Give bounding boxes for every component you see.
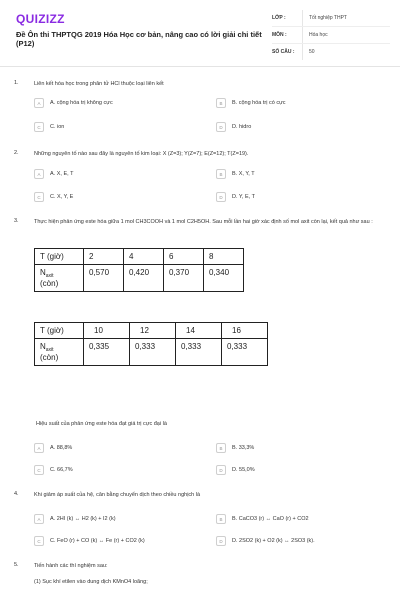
option-key-box: A xyxy=(34,514,44,524)
option-text: A. 88,8% xyxy=(50,445,73,451)
option-d[interactable] xyxy=(216,536,315,546)
meta-label: MÔN : xyxy=(272,32,287,38)
question-followup: Hiệu suất của phản ứng este hóa đạt giá trị cực đại là xyxy=(36,421,167,427)
table-cell: 0,333 xyxy=(222,339,268,366)
option-a[interactable] xyxy=(34,514,116,524)
question-text: Khi giảm áp suất của hệ, cân bằng chuyển dịch theo chiều nghịch là xyxy=(34,492,201,498)
option-text: A. 2HI (k) ↔ H2 (k) + I2 (k) xyxy=(50,516,116,522)
option-d[interactable] xyxy=(216,192,255,202)
meta-label: LỚP : xyxy=(272,15,286,21)
option-key-box: D xyxy=(216,536,226,546)
option-text: D. Y, E, T xyxy=(232,194,255,200)
option-text: D. 2SO2 (k) + O2 (k) ↔ 2SO3 (k). xyxy=(232,538,315,544)
table-cell: 0,333 xyxy=(130,339,176,366)
meta-row-question-count xyxy=(272,44,390,60)
table-cell: 12 xyxy=(130,323,176,339)
meta-row-class xyxy=(272,10,390,27)
cell-subscript: axit xyxy=(45,347,54,353)
meta-row-subject xyxy=(272,27,390,44)
option-key-box: D xyxy=(216,192,226,202)
option-d[interactable] xyxy=(216,122,251,132)
option-key-box: C xyxy=(34,536,44,546)
option-key-box: C xyxy=(34,122,44,132)
option-key-box: B xyxy=(216,443,226,453)
table-cell: 2 xyxy=(84,249,124,265)
table-row xyxy=(35,265,244,292)
option-c[interactable] xyxy=(34,122,64,132)
option-text: D. hidro xyxy=(232,124,252,130)
question-statement: (1) Sục khí etilen vào dung dịch KMnO4 loãng; xyxy=(34,579,148,585)
option-text: B. X, Y, T xyxy=(232,171,255,177)
cell-subscript: axit xyxy=(45,273,54,279)
question-text: Tiến hành các thí nghiệm sau: xyxy=(34,563,108,569)
table-cell: 0,340 xyxy=(204,265,244,292)
question-number: 2. xyxy=(14,150,19,156)
option-c[interactable] xyxy=(34,465,73,475)
meta-info xyxy=(272,10,390,60)
question-text: Thực hiện phản ứng este hóa giữa 1 mol CH3COOH và 1 mol C2H5OH. Sau mỗi lần hai giờ xác định số mol axit còn lại, kết quả như sau : xyxy=(34,219,373,225)
option-text: C. FeO (r) + CO (k) ↔ Fe (r) + CO2 (k) xyxy=(50,538,145,544)
option-text: D. 55,0% xyxy=(232,467,255,473)
table-row xyxy=(35,323,268,339)
option-key-box: B xyxy=(216,98,226,108)
question-text: Những nguyên tố nào sau đây là nguyên tố kim loại: X (Z=3); Y(Z=7); E(Z=12); T(Z=19). xyxy=(34,151,249,157)
option-key-box: C xyxy=(34,465,44,475)
table-cell: 14 xyxy=(176,323,222,339)
table-cell: 16 xyxy=(222,323,268,339)
reaction-table-2 xyxy=(34,322,268,366)
option-a[interactable] xyxy=(34,443,72,453)
option-text: C. X, Y, E xyxy=(50,194,74,200)
table-cell: 0,370 xyxy=(164,265,204,292)
option-text: B. 33,3% xyxy=(232,445,255,451)
option-key-box: C xyxy=(34,192,44,202)
table-cell: 6 xyxy=(164,249,204,265)
option-b[interactable] xyxy=(216,514,309,524)
option-key-box: B xyxy=(216,169,226,179)
option-key-box: A xyxy=(34,98,44,108)
table-cell: 0,333 xyxy=(176,339,222,366)
option-text: B. CaCO3 (r) ↔ CaO (r) + CO2 xyxy=(232,516,309,522)
option-key-box: A xyxy=(34,443,44,453)
option-c[interactable] xyxy=(34,536,145,546)
table-row xyxy=(35,339,268,366)
question-number: 1. xyxy=(14,80,19,86)
quizizz-logo[interactable]: QUIZIZZ xyxy=(16,12,65,26)
meta-value: Tốt nghiệp THPT xyxy=(302,10,390,26)
option-key-box: B xyxy=(216,514,226,524)
table-cell: T (giờ) xyxy=(35,249,84,265)
document-header xyxy=(0,0,400,67)
meta-value: Hóa học xyxy=(302,27,390,43)
question-number: 4. xyxy=(14,491,19,497)
table-cell: 10 xyxy=(84,323,130,339)
cell-label-tail: (còn) xyxy=(40,279,59,288)
option-text: A. X, E, T xyxy=(50,171,74,177)
option-d[interactable] xyxy=(216,465,255,475)
table-cell: 8 xyxy=(204,249,244,265)
option-key-box: A xyxy=(34,169,44,179)
question-number: 3. xyxy=(14,218,19,224)
question-number: 5. xyxy=(14,562,19,568)
option-a[interactable] xyxy=(34,98,113,108)
option-key-box: D xyxy=(216,122,226,132)
option-text: C. ion xyxy=(50,124,65,130)
table-cell: 4 xyxy=(124,249,164,265)
option-c[interactable] xyxy=(34,192,73,202)
option-b[interactable] xyxy=(216,169,255,179)
option-text: B. cộng hóa trị có cực xyxy=(232,100,286,106)
cell-label-tail: (còn) xyxy=(40,353,59,362)
meta-label: SỐ CÂU : xyxy=(272,49,295,55)
option-a[interactable] xyxy=(34,169,73,179)
option-text: A. cộng hóa trị không cực xyxy=(50,100,113,106)
table-cell: 0,570 xyxy=(84,265,124,292)
option-key-box: D xyxy=(216,465,226,475)
table-cell xyxy=(35,265,84,292)
option-text: C. 66,7% xyxy=(50,467,73,473)
document-title: Đề Ôn thi THPTQG 2019 Hóa Học cơ bản, nâng cao có lời giải chi tiết (P12) xyxy=(16,30,262,48)
question-text: Liên kết hóa học trong phân tử HCl thuộc loại liên kết xyxy=(34,81,164,87)
meta-value: 50 xyxy=(302,44,390,60)
cell-label: N xyxy=(40,268,46,277)
table-cell: 0,335 xyxy=(84,339,130,366)
table-row xyxy=(35,249,244,265)
option-b[interactable] xyxy=(216,443,254,453)
table-cell xyxy=(35,339,84,366)
table-cell: 0,420 xyxy=(124,265,164,292)
table-cell: T (giờ) xyxy=(35,323,84,339)
cell-label: N xyxy=(40,342,46,351)
option-b[interactable] xyxy=(216,98,286,108)
reaction-table-1 xyxy=(34,248,244,292)
